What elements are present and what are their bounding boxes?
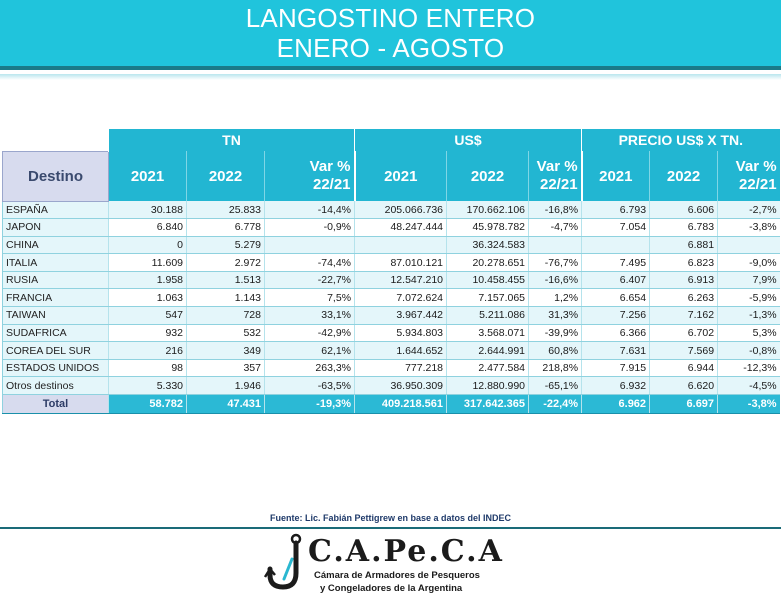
price-var-cell: -2,7% [718,201,780,219]
destino-cell: Otros destinos [3,377,109,395]
usd-var-header [529,151,582,201]
destino-cell: RUSIA [3,271,109,289]
usd-2021-header: 2021 [355,151,447,201]
usd-2022-header: 2022 [447,151,529,201]
total-row [3,395,780,414]
subheader-row [3,151,780,201]
price-2022-cell: 6.783 [650,219,718,237]
price-2021-cell: 6.654 [582,289,650,307]
destino-cell: JAPON [3,219,109,237]
usd-var-cell: -39,9% [529,324,582,342]
tn-2022-cell: 6.778 [187,219,265,237]
usd-2022-cell: 10.458.455 [447,271,529,289]
price-2022-cell: 6.913 [650,271,718,289]
table-row [3,342,780,360]
var-period: 22/21 [312,176,351,193]
capeca-logo [262,533,522,599]
usd-var-cell: -4,7% [529,219,582,237]
price-2022-header: 2022 [650,151,718,201]
price-2022-cell: 7.162 [650,307,718,325]
usd-2021-cell: 36.950.309 [355,377,447,395]
destino-cell: ITALIA [3,254,109,272]
usd-2021-cell [355,236,447,254]
total-tn-2021-cell: 58.782 [109,395,187,414]
usd-2022-cell: 12.880.990 [447,377,529,395]
price-var-cell: -4,5% [718,377,780,395]
usd-2022-cell: 7.157.065 [447,289,529,307]
source-note: Fuente: Lic. Fabián Pettigrew en base a datos del INDEC [269,513,512,523]
tn-2021-cell: 11.609 [109,254,187,272]
total-usd-var-cell: -22,4% [529,395,582,414]
price-2022-cell: 6.944 [650,359,718,377]
total-price-2022-cell: 6.697 [650,395,718,414]
price-var-cell: -0,8% [718,342,780,360]
usd-2022-cell: 170.662.106 [447,201,529,219]
price-2022-cell: 6.881 [650,236,718,254]
tn-2021-cell: 1.063 [109,289,187,307]
tn-2021-cell: 5.330 [109,377,187,395]
var-label: Var % [536,158,578,175]
usd-2022-cell: 5.211.086 [447,307,529,325]
table-body [3,201,780,414]
price-2022-cell: 6.702 [650,324,718,342]
price-var-cell: -3,8% [718,219,780,237]
usd-var-cell: 1,2% [529,289,582,307]
var-period: 22/21 [739,176,777,193]
tn-var-cell: -63,5% [265,377,355,395]
group-header-price: PRECIO US$ X TN. [582,129,780,151]
usd-2022-cell: 20.278.651 [447,254,529,272]
tn-var-cell: -74,4% [265,254,355,272]
usd-2021-cell: 7.072.624 [355,289,447,307]
tn-2022-cell: 349 [187,342,265,360]
destino-cell: ESPAÑA [3,201,109,219]
usd-2021-cell: 48.247.444 [355,219,447,237]
tn-var-cell: -0,9% [265,219,355,237]
tn-2021-cell: 0 [109,236,187,254]
var-label: Var % [735,158,777,175]
price-2021-cell: 6.366 [582,324,650,342]
table-row [3,377,780,395]
usd-2021-cell: 3.967.442 [355,307,447,325]
tn-2021-cell: 1.958 [109,271,187,289]
fish-hook-icon [262,533,310,593]
price-2021-cell: 6.932 [582,377,650,395]
usd-2022-cell: 45.978.782 [447,219,529,237]
price-var-cell [718,236,780,254]
price-var-header [718,151,780,201]
destino-header: Destino [3,151,109,201]
table-row [3,271,780,289]
tn-2021-cell: 6.840 [109,219,187,237]
tn-2022-cell: 2.972 [187,254,265,272]
price-var-cell: 5,3% [718,324,780,342]
blank-corner [3,129,109,151]
tn-2022-cell: 1.143 [187,289,265,307]
tn-2021-cell: 98 [109,359,187,377]
price-2021-cell: 7.915 [582,359,650,377]
logo-subtitle-2: y Congeladores de la Argentina [320,583,463,594]
price-2022-cell: 6.620 [650,377,718,395]
total-usd-2022-cell: 317.642.365 [447,395,529,414]
price-2021-cell: 7.054 [582,219,650,237]
tn-2021-cell: 216 [109,342,187,360]
usd-var-cell: -16,6% [529,271,582,289]
table-row [3,359,780,377]
tn-var-cell: -22,7% [265,271,355,289]
group-header-tn: TN [109,129,355,151]
table-row [3,324,780,342]
tn-2021-cell: 547 [109,307,187,325]
tn-var-cell: 33,1% [265,307,355,325]
tn-2021-header: 2021 [109,151,187,201]
table-row [3,307,780,325]
usd-var-cell: 218,8% [529,359,582,377]
tn-2022-header: 2022 [187,151,265,201]
usd-2021-cell: 205.066.736 [355,201,447,219]
tn-2021-cell: 30.188 [109,201,187,219]
price-2022-cell: 7.569 [650,342,718,360]
price-var-cell: -12,3% [718,359,780,377]
var-period: 22/21 [540,176,578,193]
usd-var-cell: -65,1% [529,377,582,395]
tn-var-cell [265,236,355,254]
total-usd-2021-cell: 409.218.561 [355,395,447,414]
table-row [3,201,780,219]
destino-cell: SUDAFRICA [3,324,109,342]
destino-cell: ESTADOS UNIDOS [3,359,109,377]
tn-2022-cell: 357 [187,359,265,377]
price-2021-cell [582,236,650,254]
price-2021-cell: 7.495 [582,254,650,272]
table-row [3,254,780,272]
usd-2021-cell: 5.934.803 [355,324,447,342]
tn-2022-cell: 532 [187,324,265,342]
price-2022-cell: 6.263 [650,289,718,307]
price-2022-cell: 6.823 [650,254,718,272]
usd-var-cell: 60,8% [529,342,582,360]
price-var-cell: -1,3% [718,307,780,325]
tn-var-header [265,151,355,201]
total-price-var-cell: -3,8% [718,395,780,414]
tn-2022-cell: 25.833 [187,201,265,219]
export-table [2,129,780,414]
usd-var-cell: 31,3% [529,307,582,325]
usd-2021-cell: 12.547.210 [355,271,447,289]
tn-2022-cell: 728 [187,307,265,325]
usd-2022-cell: 3.568.071 [447,324,529,342]
table-row [3,219,780,237]
price-2021-cell: 7.631 [582,342,650,360]
tn-2021-cell: 932 [109,324,187,342]
price-2021-cell: 7.256 [582,307,650,325]
destino-cell: CHINA [3,236,109,254]
price-var-cell: -5,9% [718,289,780,307]
price-2021-cell: 6.407 [582,271,650,289]
banner-shadow [0,74,781,80]
table-row [3,289,780,307]
usd-2022-cell: 36.324.583 [447,236,529,254]
price-2021-header: 2021 [582,151,650,201]
total-tn-var-cell: -19,3% [265,395,355,414]
title-banner [0,0,781,70]
tn-var-cell: 7,5% [265,289,355,307]
tn-var-cell: 62,1% [265,342,355,360]
group-header-usd: US$ [355,129,582,151]
group-header-row [3,129,780,151]
tn-2022-cell: 1.946 [187,377,265,395]
usd-2022-cell: 2.644.991 [447,342,529,360]
usd-2021-cell: 777.218 [355,359,447,377]
logo-subtitle-1: Cámara de Armadores de Pesqueros [314,570,480,581]
usd-2022-cell: 2.477.584 [447,359,529,377]
table-row [3,236,780,254]
title-line-2: ENERO - AGOSTO [276,33,505,63]
usd-2021-cell: 1.644.652 [355,342,447,360]
destino-cell: COREA DEL SUR [3,342,109,360]
tn-var-cell: -42,9% [265,324,355,342]
price-2022-cell: 6.606 [650,201,718,219]
destino-cell: TAIWAN [3,307,109,325]
total-destino-cell: Total [3,395,109,414]
usd-2021-cell: 87.010.121 [355,254,447,272]
tn-2022-cell: 1.513 [187,271,265,289]
usd-var-cell: -16,8% [529,201,582,219]
title-line-1: LANGOSTINO ENTERO [245,3,536,33]
var-label: Var % [309,158,351,175]
usd-var-cell: -76,7% [529,254,582,272]
logo-brand: C.A.Pe.C.A [308,534,504,569]
price-2021-cell: 6.793 [582,201,650,219]
tn-var-cell: -14,4% [265,201,355,219]
price-var-cell: -9,0% [718,254,780,272]
tn-2022-cell: 5.279 [187,236,265,254]
destino-cell: FRANCIA [3,289,109,307]
total-tn-2022-cell: 47.431 [187,395,265,414]
footer-divider [0,527,781,529]
usd-var-cell [529,236,582,254]
tn-var-cell: 263,3% [265,359,355,377]
price-var-cell: 7,9% [718,271,780,289]
total-price-2021-cell: 6.962 [582,395,650,414]
